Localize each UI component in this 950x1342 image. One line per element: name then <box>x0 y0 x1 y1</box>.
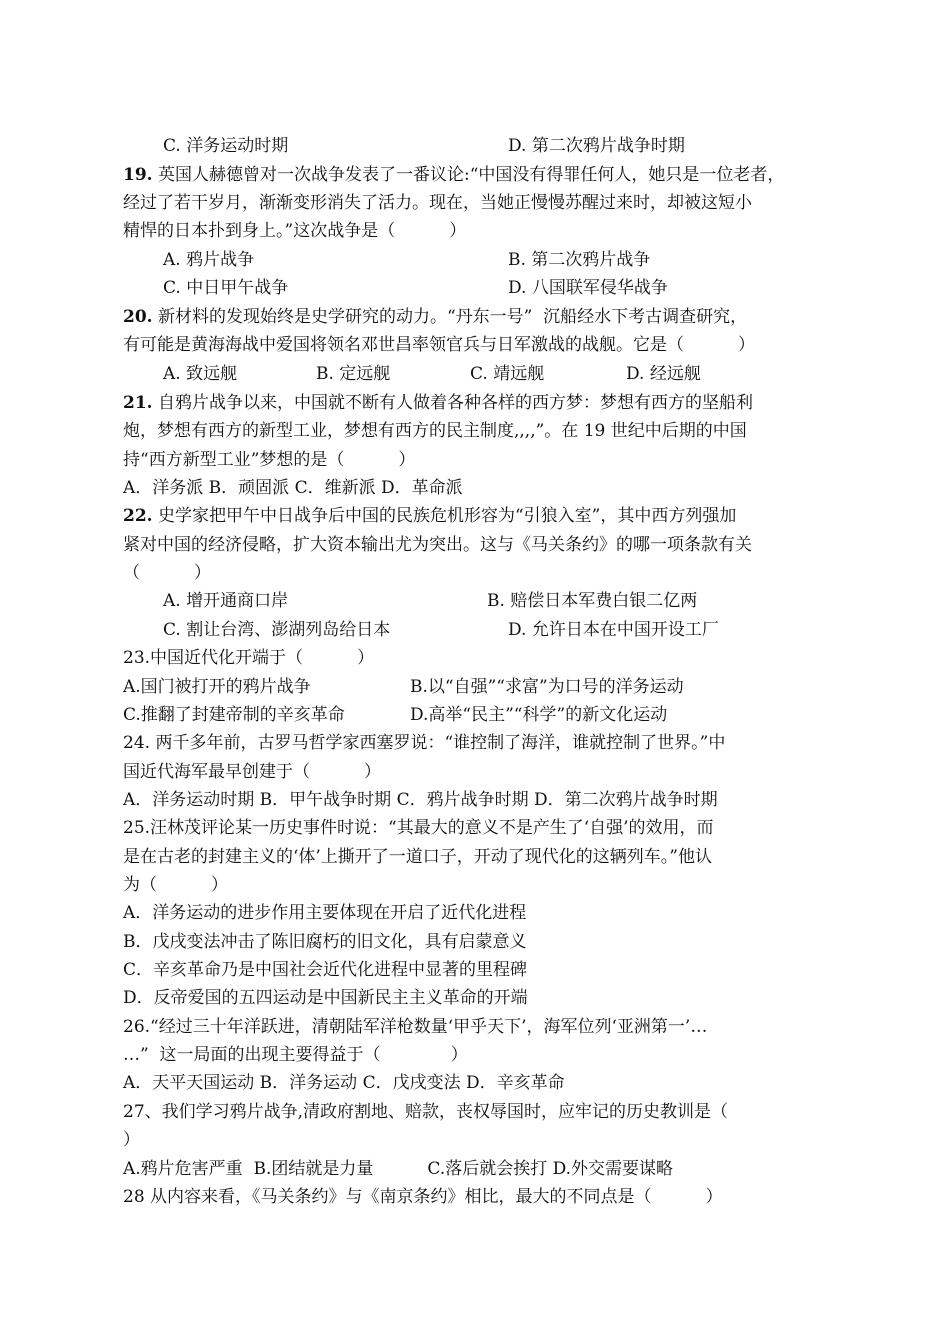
q19-option-a: A. 鸦片战争 <box>163 250 255 270</box>
q19-text-1: 英国人赫德曾对一次战争发表了一番议论:“中国没有得罪任何人，她只是一位老者， <box>152 165 785 185</box>
q26-options: A．天平天国运动 B．洋务运动 C．戊戌变法 D．辛亥革命 <box>123 1073 565 1093</box>
q28-stem-line-1: 28 从内容来看，《马关条约》与《南京条约》相比，最大的不同点是（ ） <box>123 1187 723 1207</box>
q20-option-d: D. 经远舰 <box>626 364 701 384</box>
q25-stem-line-2: 是在古老的封建主义的‘体’上撕开了一道口子，开动了现代化的这辆列车。”他认 <box>123 847 712 867</box>
q26-stem-line-2: …” 这一局面的出现主要得益于（ ） <box>123 1045 468 1065</box>
q20-number: 20. <box>123 307 153 327</box>
q20-option-c: C. 靖远舰 <box>470 364 545 384</box>
q19-option-d: D. 八国联军侵华战争 <box>508 278 668 298</box>
q20-stem-line-1 <box>123 303 747 331</box>
q19-option-b: B. 第二次鸦片战争 <box>508 250 651 270</box>
q23-option-c: C.推翻了封建帝制的辛亥革命 <box>123 705 345 725</box>
q20-stem-line-2: 有可能是黄海海战中爱国将领名邓世昌率领官兵与日军激战的战舰。它是（ ） <box>123 335 756 355</box>
q25-option-a: A．洋务运动的进步作用主要体现在开启了近代化进程 <box>123 903 527 923</box>
q19-stem-line-1 <box>123 161 784 189</box>
q24-stem-line-1: 24. 两千多年前，古罗马哲学家西塞罗说：“谁控制了海洋，谁就控制了世界。”中 <box>123 733 726 753</box>
q22-number: 22. <box>123 506 153 526</box>
q20-text-1: 新材料的发现始终是史学研究的动力。“丹东一号” 沉船经水下考古调查研究， <box>152 307 748 327</box>
q20-option-a: A. 致远舰 <box>163 364 238 384</box>
q27-options: A.鸦片危害严重 B.团结就是力量 C.落后就会挨打 D.外交需要谋略 <box>123 1159 674 1179</box>
q25-stem-line-1: 25.汪林茂评论某一历史事件时说：“其最大的意义不是产生了‘自强’的效用，而 <box>123 818 714 838</box>
q23-stem-line-1: 23.中国近代化开端于（ ） <box>123 648 375 668</box>
q21-stem-line-2: 炮，梦想有西方的新型工业，梦想有西方的民主制度,,,,”。在 19 世纪中后期的中国 <box>123 421 747 441</box>
q18-option-d: D. 第二次鸦片战争时期 <box>508 136 685 156</box>
q21-number: 21. <box>123 393 153 413</box>
q22-option-d: D. 允许日本在中国开设工厂 <box>508 620 719 640</box>
q23-option-d: D.高举“民主”“科学”的新文化运动 <box>410 705 668 725</box>
q25-option-b: B．戊戌变法冲击了陈旧腐朽的旧文化，具有启蒙意义 <box>123 932 527 952</box>
q24-options: A．洋务运动时期 B．甲午战争时期 C．鸦片战争时期 D．第二次鸦片战争时期 <box>123 790 718 810</box>
q20-option-b: B. 定远舰 <box>316 364 391 384</box>
q21-options: A．洋务派 B．顽固派 C．维新派 D．革命派 <box>123 478 463 498</box>
q18-option-c: C. 洋务运动时期 <box>163 136 289 156</box>
q22-option-b: B. 赔偿日本军费白银二亿两 <box>487 591 698 611</box>
q23-option-a: A.国门被打开的鸦片战争 <box>123 677 311 697</box>
q19-stem-line-2: 经过了若干岁月，渐渐变形消失了活力。现在，当她正慢慢苏醒过来时，却被这短小 <box>123 193 752 213</box>
q21-stem-line-1 <box>123 389 753 417</box>
q19-number: 19. <box>123 165 153 185</box>
q27-stem-line-2: ） <box>123 1130 140 1150</box>
q25-option-d: D．反帝爱国的五四运动是中国新民主主义革命的开端 <box>123 988 528 1008</box>
q21-text-1: 自鸦片战争以来，中国就不断有人做着各种各样的西方梦：梦想有西方的坚船利 <box>152 393 753 413</box>
q27-stem-line-1: 27、我们学习鸦片战争,清政府割地、赔款，丧权辱国时，应牢记的历史教训是（ <box>123 1102 729 1122</box>
q19-option-c: C. 中日甲午战争 <box>163 278 289 298</box>
q22-option-a: A. 增开通商口岸 <box>163 591 289 611</box>
q25-option-c: C．辛亥革命乃是中国社会近代化进程中显著的里程碑 <box>123 960 528 980</box>
q22-stem-line-2: 紧对中国的经济侵略，扩大资本输出尤为突出。这与《马关条约》的哪一项条款有关 <box>123 535 752 555</box>
q22-option-c: C. 割让台湾、澎湖列岛给日本 <box>163 620 391 640</box>
q21-stem-line-3: 持“西方新型工业”梦想的是（ ） <box>123 450 416 470</box>
q19-stem-line-3: 精悍的日本扑到身上。”这次战争是（ ） <box>123 221 467 241</box>
q22-text-1: 史学家把甲午中日战争后中国的民族危机形容为“引狼入室”，其中西方列强加 <box>152 506 737 526</box>
q25-stem-line-3: 为（ ） <box>123 875 229 895</box>
q22-stem-line-3: （ ） <box>123 563 212 583</box>
q24-stem-line-2: 国近代海军最早创建于（ ） <box>123 762 382 782</box>
q26-stem-line-1: 26.“经过三十年洋跃进，清朝陆军洋枪数量‘甲乎天下’，海军位列‘亚洲第一’… <box>123 1017 708 1037</box>
q23-option-b: B.以“自强”“求富”为口号的洋务运动 <box>410 677 684 697</box>
q22-stem-line-1 <box>123 502 736 530</box>
